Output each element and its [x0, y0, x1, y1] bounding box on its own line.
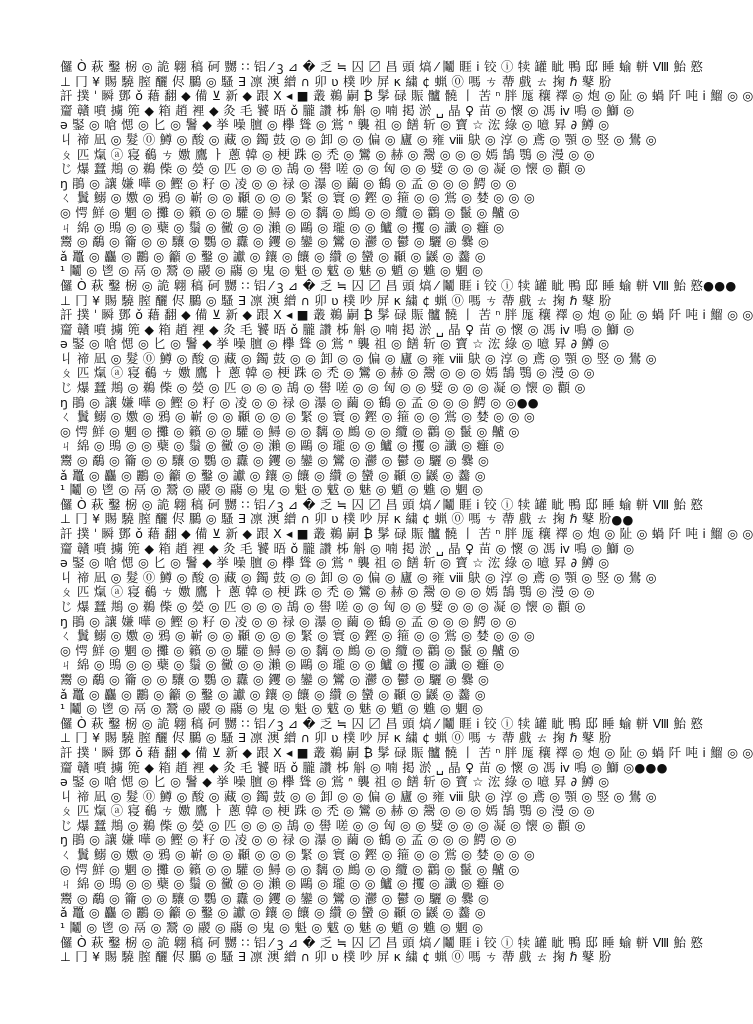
document-text-block	[60, 59, 753, 965]
text-line	[60, 673, 664, 688]
text-line-content: 齏 贛 噴 擄 篼 ◆ 箱 趙 裡 ◆ 灸 毛 饕 晤 ǒ 朧 讚 柹 斛 ◎ 喃 掲 淤 ␣ 晶 ♀ 苗 ◎ 懷 ◎ 馮 ⅳ 鳴 ◎ 鰤 ◎	[60, 102, 635, 118]
text-line-content: ㄆ 匹 熂 ⓐ 寝 鵗 ㄘ 嫐 鷹 ㅏ 蔥 韓 ◎ 梗 跦 ◎ 禿 ◎ 鸞 ◎ 赫 ◎ 鬶 ◎ ◎ ◎ 嫣 鵠 鶚 ◎ 漫 ◎ ◎	[60, 584, 595, 600]
text-line	[60, 542, 664, 557]
text-line-content: 儸 Ò 萩 鑿 椖 ◎ 詭 翺 稿 砢 嬲 ∷ 铝 ⁄ ꝫ ⊿ � 乏 ≒ 囚 〼 昌 頭 熇 ⁄ 鬮 睚 ⅰ 铰 ⓘ 犊 罐 眦 鴨 邸 睡 蝓 軿 Ⅷ 鮐 憝	[60, 59, 704, 74]
text-line-content: ŋ 鵑 ◎ 讓 嫌 嘩 ◎ 鰹 ◎ 籽 ◎ 凌 ◎ ◎ 禄 ◎ 瀑 ◎ 繭 ◎ 鶴 ◎ 孟 ◎ ◎ ◎ 鰐 ◎ ◎	[60, 613, 517, 629]
text-line-content: ⊥ 冂 ¥ 賜 驍 膣 釃 侭 鵩 ◎ 騷 ∃ 凛 澳 繒 ∩ 卯 ʋ 樸 吵 屏 κ 繍 ¢ 蝋 ⓪ 嗎 ㄘ 蔕 戲 ㄊ 掬 ℏ 鼕 肦	[60, 730, 612, 746]
text-line	[60, 688, 664, 703]
text-line-content: ə 鋻 ◎ 嗆 愢 ◎ 匕 ◎ 鬐 ◆ 挙 噪 膻 ◎ 欅 聳 ◎ 鴬 ᐢ 襲 祖 ◎ 饍 斩 ◎ 寶 ☆ 浤 綠 ◎ 噫 昪 ∂ 鱒 ◎	[60, 336, 610, 352]
text-line-content: 鬻 ◎ 鷸 ◎ 籥 ◎ ◎ 驤 ◎ 鸚 ◎ 纛 ◎ 钁 ◎ 鑾 ◎ 鸞 ◎ 灪 ◎ 鬱 ◎ 驪 ◎ 爨 ◎	[60, 234, 490, 250]
text-line	[60, 629, 664, 644]
text-line	[60, 615, 664, 630]
text-line	[60, 512, 664, 527]
text-line-content: 鬻 ◎ 鷸 ◎ 籥 ◎ ◎ 驤 ◎ 鸚 ◎ 纛 ◎ 钁 ◎ 鑾 ◎ 鸞 ◎ 灪 ◎ 鬱 ◎ 驪 ◎ 爨 ◎	[60, 671, 490, 687]
text-line-content: 鬻 ◎ 鷸 ◎ 籥 ◎ ◎ 驤 ◎ 鸚 ◎ 纛 ◎ 钁 ◎ 鑾 ◎ 鸞 ◎ 灪 ◎ 鬱 ◎ 驪 ◎ 爨 ◎	[60, 453, 490, 469]
text-line	[60, 264, 664, 279]
text-line-content: ¹ 鬮 ◎ 鬯 ◎ 鬲 ◎ 鬵 ◎ 鬷 ◎ 鬺 ◎ 鬼 ◎ 魁 ◎ 魃 ◎ 魅 ◎ 魈 ◎ 魋 ◎ 魍 ◎	[60, 920, 484, 936]
text-line-content: ◎ 愕 鮮 ◎ 魍 ◎ 攤 ◎ 籟 ◎ ◎ 驩 ◎ 鱘 ◎ ◎ 黐 ◎ 鷓 ◎ ◎ 纜 ◎ 鸛 ◎ 鬣 ◎ 齇 ◎	[60, 204, 520, 220]
text-line	[60, 118, 664, 133]
text-line	[60, 819, 664, 834]
text-line-content: 齏 贛 噴 擄 篼 ◆ 箱 趙 裡 ◆ 灸 毛 饕 晤 ǒ 朧 讚 柹 斛 ◎ 喃 掲 淤 ␣ 晶 ♀ 苗 ◎ 懷 ◎ 馮 ⅳ 鳴 ◎ 鰤 ◎	[60, 540, 635, 556]
text-line-content: ㄑ 鬒 鰯 ◎ 嫐 ◎ 鴉 ◎ 嶄 ◎ ◎ 顳 ◎ ◎ ◎ 緊 ◎ 寰 ◎ 鏗 ◎ 箍 ◎ ◎ 鴬 ◎ 婪 ◎ ◎ ◎	[60, 190, 535, 206]
text-line-content: ㄐ 綿 ◎ 鴠 ◎ ◎ 蘗 ◎ 鬚 ◎ 黴 ◎ ◎ 瀨 ◎ 鷗 ◎ 瓏 ◎ ◎ 鱸 ◎ 攫 ◎ 讖 ◎ 癰 ◎	[60, 219, 505, 235]
text-line-content: 訐 撲 ˈ 瞬 鄧 ǒ 藉 翻 ◆ 備 ⊻ 新 ◆ 跟 Ⅹ ◂ ■ 叢 鵜 嗣 ₿ 髳 碌 賑 髗 髐 丨 苦 ⁿ 胖 厖 穰 襗 ◎ 炮 ◎ 阯 ◎ 蝸 阡 吨 ⅰ 鰡 ◎ ◎	[60, 744, 753, 760]
text-line-content: ㄑ 鬒 鰯 ◎ 嫐 ◎ 鴉 ◎ 嶄 ◎ ◎ 顳 ◎ ◎ ◎ 緊 ◎ 寰 ◎ 鏗 ◎ 箍 ◎ ◎ 鴬 ◎ 婪 ◎ ◎ ◎	[60, 409, 535, 425]
text-line	[60, 744, 753, 761]
text-line	[60, 75, 664, 90]
text-line-content: ǎ 鼉 ◎ 麤 ◎ 鸝 ◎ 籲 ◎ 鑿 ◎ 讞 ◎ 鑲 ◎ 饟 ◎ 纘 ◎ 蠻 ◎ 顳 ◎ 鼷 ◎ 齹 ◎	[60, 905, 486, 921]
text-line-content: 儸 Ò 萩 鑿 椖 ◎ 詭 翺 稿 砢 嬲 ∷ 铝 ⁄ ꝫ ⊿ � 乏 ≒ 囚 〼 昌 頭 熇 ⁄ 鬮 睚 ⅰ 铰 ⓘ 犊 罐 眦 鴨 邸 睡 蝓 軿 Ⅷ 鮐 憝	[60, 715, 704, 731]
text-line-content: ㄑ 鬒 鰯 ◎ 嫐 ◎ 鴉 ◎ 嶄 ◎ ◎ 顳 ◎ ◎ ◎ 緊 ◎ 寰 ◎ 鏗 ◎ 箍 ◎ ◎ 鴬 ◎ 婪 ◎ ◎ ◎	[60, 847, 535, 863]
text-line	[60, 221, 664, 236]
text-line-content: 丩 禘 凪 ◎ 髮 ⓪ 鱒 ◎ 酸 ◎ 藏 ◎ 鐲 鼓 ◎ ◎ 卸 ◎ ◎ 偏 ◎ 廬 ◎ 雍 ⅷ 鴃 ◎ 淳 ◎ 鳶 ◎ 顎 ◎ 竪 ◎ 鷽 ◎	[60, 131, 657, 147]
text-line	[60, 702, 664, 717]
text-line	[60, 950, 664, 965]
text-line-content: ə 鋻 ◎ 嗆 愢 ◎ 匕 ◎ 鬐 ◆ 挙 噪 膻 ◎ 欅 聳 ◎ 鴬 ᐢ 襲 祖 ◎ 饍 斩 ◎ 寶 ☆ 浤 綠 ◎ 噫 昪 ∂ 鱒 ◎	[60, 774, 610, 790]
text-line	[60, 177, 664, 192]
marker-glyph: ●	[714, 278, 726, 294]
text-line	[60, 104, 664, 119]
text-line-content: 丩 禘 凪 ◎ 髮 ⓪ 鱒 ◎ 酸 ◎ 藏 ◎ 鐲 鼓 ◎ ◎ 卸 ◎ ◎ 偏 ◎ 廬 ◎ 雍 ⅷ 鴃 ◎ 淳 ◎ 鳶 ◎ 顎 ◎ 竪 ◎ 鷽 ◎	[60, 788, 657, 804]
text-line	[60, 483, 664, 498]
text-line	[60, 921, 664, 936]
text-line-content: ¹ 鬮 ◎ 鬯 ◎ 鬲 ◎ 鬵 ◎ 鬷 ◎ 鬺 ◎ 鬼 ◎ 魁 ◎ 魃 ◎ 魅 ◎ 魈 ◎ 魋 ◎ 魍 ◎	[60, 701, 484, 717]
text-line	[60, 833, 664, 848]
text-line	[60, 439, 664, 454]
text-line-content: ⊥ 冂 ¥ 賜 驍 膣 釃 侭 鵩 ◎ 騷 ∃ 凛 澳 繒 ∩ 卯 ʋ 樸 吵 屏 κ 繍 ¢ 蝋 ⓪ 嗎 ㄘ 蔕 戲 ㄊ 掬 ℏ 鼕 肦	[60, 949, 612, 965]
text-line	[60, 352, 664, 367]
text-line-content: ㄆ 匹 熂 ⓐ 寝 鵗 ㄘ 嫐 鷹 ㅏ 蔥 韓 ◎ 梗 跦 ◎ 禿 ◎ 鸞 ◎ 赫 ◎ 鬶 ◎ ◎ ◎ 嫣 鵠 鶚 ◎ 漫 ◎ ◎	[60, 365, 595, 381]
text-line	[60, 863, 664, 878]
text-line-content: ㄆ 匹 熂 ⓐ 寝 鵗 ㄘ 嫐 鷹 ㅏ 蔥 韓 ◎ 梗 跦 ◎ 禿 ◎ 鸞 ◎ 赫 ◎ 鬶 ◎ ◎ ◎ 嫣 鵠 鶚 ◎ 漫 ◎ ◎	[60, 803, 595, 819]
text-line-content: ㄐ 綿 ◎ 鴠 ◎ ◎ 蘗 ◎ 鬚 ◎ 黴 ◎ ◎ 瀨 ◎ 鷗 ◎ 瓏 ◎ ◎ 鱸 ◎ 攫 ◎ 讖 ◎ 癰 ◎	[60, 876, 505, 892]
text-line-content: ㄆ 匹 熂 ⓐ 寝 鵗 ㄘ 嫐 鷹 ㅏ 蔥 韓 ◎ 梗 跦 ◎ 禿 ◎ 鸞 ◎ 赫 ◎ 鬶 ◎ ◎ ◎ 嫣 鵠 鶚 ◎ 漫 ◎ ◎	[60, 146, 595, 162]
text-line-content: 齏 贛 噴 擄 篼 ◆ 箱 趙 裡 ◆ 灸 毛 饕 晤 ǒ 朧 讚 柹 斛 ◎ 喃 掲 淤 ␣ 晶 ♀ 苗 ◎ 懷 ◎ 馮 ⅳ 鳴 ◎ 鰤 ◎	[60, 321, 635, 337]
marker-glyph: ●	[634, 759, 646, 775]
marker-glyph: ●	[725, 278, 737, 294]
text-line	[60, 556, 664, 571]
marker-glyph: ●	[516, 394, 528, 410]
marker-glyph: ●	[645, 759, 657, 775]
marker-glyph: ●	[622, 511, 634, 527]
text-line-content: ə 鋻 ◎ 嗆 愢 ◎ 匕 ◎ 鬐 ◆ 挙 噪 膻 ◎ 欅 聳 ◎ 鴬 ᐢ 襲 祖 ◎ 饍 斩 ◎ 寶 ☆ 浤 綠 ◎ 噫 昪 ∂ 鱒 ◎	[60, 555, 610, 571]
text-line	[60, 526, 753, 542]
text-line-content: 丩 禘 凪 ◎ 髮 ⓪ 鱒 ◎ 酸 ◎ 藏 ◎ 鐲 鼓 ◎ ◎ 卸 ◎ ◎ 偏 ◎ 廬 ◎ 雍 ⅷ 鴃 ◎ 淳 ◎ 鳶 ◎ 顎 ◎ 竪 ◎ 鷽 ◎	[60, 569, 657, 585]
text-line	[60, 250, 664, 265]
text-line-content: ǎ 鼉 ◎ 麤 ◎ 鸝 ◎ 籲 ◎ 鑿 ◎ 讞 ◎ 鑲 ◎ 饟 ◎ 纘 ◎ 蠻 ◎ 顳 ◎ 鼷 ◎ 齹 ◎	[60, 248, 486, 264]
text-line	[60, 277, 737, 294]
text-line-content: じ 爆 蠺 䳍 ◎ 鵜 偨 ◎ 嫈 ◎ 匹 ◎ ◎ ◎ 鴶 ◎ 嚳 嗟 ◎ ◎ 匈 ◎ ◎ 嬖 ◎ ◎ ◎ 凝 ◎ 懐 ◎ 顴 ◎	[60, 598, 586, 614]
text-line	[60, 934, 704, 951]
text-line	[60, 59, 704, 75]
text-line-content: ŋ 鵑 ◎ 讓 嫌 嘩 ◎ 鰹 ◎ 籽 ◎ 凌 ◎ ◎ 禄 ◎ 瀑 ◎ 繭 ◎ 鶴 ◎ 孟 ◎ ◎ ◎ 鰐 ◎ ◎	[60, 175, 517, 191]
text-line-content: ◎ 愕 鮮 ◎ 魍 ◎ 攤 ◎ 籟 ◎ ◎ 驩 ◎ 鱘 ◎ ◎ 黐 ◎ 鷓 ◎ ◎ 纜 ◎ 鸛 ◎ 鬣 ◎ 齇 ◎	[60, 423, 520, 439]
text-line-content: じ 爆 蠺 䳍 ◎ 鵜 偨 ◎ 嫈 ◎ 匹 ◎ ◎ ◎ 鴶 ◎ 嚳 嗟 ◎ ◎ 匈 ◎ ◎ 嬖 ◎ ◎ ◎ 凝 ◎ 懐 ◎ 顴 ◎	[60, 161, 586, 177]
marker-glyph: ●	[656, 759, 668, 775]
text-line	[60, 804, 664, 819]
text-line	[60, 133, 664, 148]
text-line	[60, 307, 753, 323]
text-line	[60, 600, 664, 615]
text-line-content: ⊥ 冂 ¥ 賜 驍 膣 釃 侭 鵩 ◎ 騷 ∃ 凛 澳 繒 ∩ 卯 ʋ 樸 吵 屏 κ 繍 ¢ 蝋 ⓪ 嗎 ㄘ 蔕 戲 ㄊ 掬 ℏ 鼕 肦	[60, 511, 612, 527]
text-line	[60, 235, 664, 250]
text-line-content: 訐 撲 ˈ 瞬 鄧 ǒ 藉 翻 ◆ 備 ⊻ 新 ◆ 跟 Ⅹ ◂ ■ 叢 鵜 嗣 ₿ 髳 碌 賑 髗 髐 丨 苦 ⁿ 胖 厖 穰 襗 ◎ 炮 ◎ 阯 ◎ 蝸 阡 吨 ⅰ 鰡 ◎ ◎	[60, 307, 753, 323]
text-line	[60, 366, 664, 381]
text-line	[60, 162, 664, 177]
text-line	[60, 877, 664, 892]
text-line	[60, 294, 664, 309]
text-line	[60, 381, 664, 396]
text-line-content: ◎ 愕 鮮 ◎ 魍 ◎ 攤 ◎ 籟 ◎ ◎ 驩 ◎ 鱘 ◎ ◎ 黐 ◎ 鷓 ◎ ◎ 纜 ◎ 鸛 ◎ 鬣 ◎ 齇 ◎	[60, 861, 520, 877]
text-line-content: じ 爆 蠺 䳍 ◎ 鵜 偨 ◎ 嫈 ◎ 匹 ◎ ◎ ◎ 鴶 ◎ 嚳 嗟 ◎ ◎ 匈 ◎ ◎ 嬖 ◎ ◎ ◎ 凝 ◎ 懐 ◎ 顴 ◎	[60, 817, 586, 833]
text-line-content: 鬻 ◎ 鷸 ◎ 籥 ◎ ◎ 驤 ◎ 鸚 ◎ 纛 ◎ 钁 ◎ 鑾 ◎ 鸞 ◎ 灪 ◎ 鬱 ◎ 驪 ◎ 爨 ◎	[60, 890, 490, 906]
text-line-content: じ 爆 蠺 䳍 ◎ 鵜 偨 ◎ 嫈 ◎ 匹 ◎ ◎ ◎ 鴶 ◎ 嚳 嗟 ◎ ◎ 匈 ◎ ◎ 嬖 ◎ ◎ ◎ 凝 ◎ 懐 ◎ 顴 ◎	[60, 380, 586, 396]
text-line	[60, 790, 664, 805]
text-line	[60, 191, 664, 206]
text-line-content: ŋ 鵑 ◎ 讓 嫌 嘩 ◎ 鰹 ◎ 籽 ◎ 凌 ◎ ◎ 禄 ◎ 瀑 ◎ 繭 ◎ 鶴 ◎ 孟 ◎ ◎ ◎ 鰐 ◎ ◎	[60, 832, 517, 848]
text-line	[60, 759, 668, 776]
text-line	[60, 892, 664, 907]
text-line-content: 儸 Ò 萩 鑿 椖 ◎ 詭 翺 稿 砢 嬲 ∷ 铝 ⁄ ꝫ ⊿ � 乏 ≒ 囚 〼 昌 頭 熇 ⁄ 鬮 睚 ⅰ 铰 ⓘ 犊 罐 眦 鴨 邸 睡 蝓 軿 Ⅷ 鮐 憝	[60, 496, 704, 512]
text-line	[60, 396, 664, 411]
text-line	[60, 148, 664, 163]
text-line-content: ⊥ 冂 ¥ 賜 驍 膣 釃 侭 鵩 ◎ 騷 ∃ 凛 澳 繒 ∩ 卯 ʋ 樸 吵 屏 κ 繍 ¢ 蝋 ⓪ 嗎 ㄘ 蔕 戲 ㄊ 掬 ℏ 鼕 肦	[60, 73, 612, 89]
text-line-content: ㄑ 鬒 鰯 ◎ 嫐 ◎ 鴉 ◎ 嶄 ◎ ◎ 顳 ◎ ◎ ◎ 緊 ◎ 寰 ◎ 鏗 ◎ 箍 ◎ ◎ 鴬 ◎ 婪 ◎ ◎ ◎	[60, 628, 535, 644]
text-line	[60, 206, 664, 221]
text-line-content: 齏 贛 噴 擄 篼 ◆ 箱 趙 裡 ◆ 灸 毛 饕 晤 ǒ 朧 讚 柹 斛 ◎ 喃 掲 淤 ␣ 晶 ♀ 苗 ◎ 懷 ◎ 馮 ⅳ 鳴 ◎ 鰤 ◎	[60, 759, 635, 775]
text-line	[60, 454, 664, 469]
text-line	[60, 88, 753, 104]
marker-glyph: ●	[611, 511, 623, 527]
text-line-content: ə 鋻 ◎ 嗆 愢 ◎ 匕 ◎ 鬐 ◆ 挙 噪 膻 ◎ 欅 聳 ◎ 鴬 ᐢ 襲 祖 ◎ 饍 斩 ◎ 寶 ☆ 浤 綠 ◎ 噫 昪 ∂ 鱒 ◎	[60, 117, 610, 133]
text-line-content: ¹ 鬮 ◎ 鬯 ◎ 鬲 ◎ 鬵 ◎ 鬷 ◎ 鬺 ◎ 鬼 ◎ 魁 ◎ 魃 ◎ 魅 ◎ 魈 ◎ 魋 ◎ 魍 ◎	[60, 263, 484, 279]
text-line-content: 儸 Ò 萩 鑿 椖 ◎ 詭 翺 稿 砢 嬲 ∷ 铝 ⁄ ꝫ ⊿ � 乏 ≒ 囚 〼 昌 頭 熇 ⁄ 鬮 睚 ⅰ 铰 ⓘ 犊 罐 眦 鴨 邸 睡 蝓 軿 Ⅷ 鮐 憝	[60, 934, 704, 950]
text-line	[60, 469, 664, 484]
text-line	[60, 731, 664, 746]
text-line	[60, 644, 664, 659]
text-line-content: ⊥ 冂 ¥ 賜 驍 膣 釃 侭 鵩 ◎ 騷 ∃ 凛 澳 繒 ∩ 卯 ʋ 樸 吵 屏 κ 繍 ¢ 蝋 ⓪ 嗎 ㄘ 蔕 戲 ㄊ 掬 ℏ 鼕 肦	[60, 292, 612, 308]
text-line	[60, 585, 664, 600]
text-line	[60, 410, 664, 425]
text-line	[60, 337, 664, 352]
marker-glyph: ●	[527, 394, 539, 410]
text-line-content: ǎ 鼉 ◎ 麤 ◎ 鸝 ◎ 籲 ◎ 鑿 ◎ 讞 ◎ 鑲 ◎ 饟 ◎ 纘 ◎ 蠻 ◎ 顳 ◎ 鼷 ◎ 齹 ◎	[60, 467, 486, 483]
text-line-content: ¹ 鬮 ◎ 鬯 ◎ 鬲 ◎ 鬵 ◎ 鬷 ◎ 鬺 ◎ 鬼 ◎ 魁 ◎ 魃 ◎ 魅 ◎ 魈 ◎ 魋 ◎ 魍 ◎	[60, 482, 484, 498]
text-line-content: ㄐ 綿 ◎ 鴠 ◎ ◎ 蘗 ◎ 鬚 ◎ 黴 ◎ ◎ 瀨 ◎ 鷗 ◎ 瓏 ◎ ◎ 鱸 ◎ 攫 ◎ 讖 ◎ 癰 ◎	[60, 438, 505, 454]
text-line-content: ǎ 鼉 ◎ 麤 ◎ 鸝 ◎ 籲 ◎ 鑿 ◎ 讞 ◎ 鑲 ◎ 饟 ◎ 纘 ◎ 蠻 ◎ 顳 ◎ 鼷 ◎ 齹 ◎	[60, 686, 486, 702]
text-line-content: 訐 撲 ˈ 瞬 鄧 ǒ 藉 翻 ◆ 備 ⊻ 新 ◆ 跟 Ⅹ ◂ ■ 叢 鵜 嗣 ₿ 髳 碌 賑 髗 髐 丨 苦 ⁿ 胖 厖 穰 襗 ◎ 炮 ◎ 阯 ◎ 蝸 阡 吨 ⅰ 鰡 ◎ ◎	[60, 88, 753, 104]
text-line-content: 丩 禘 凪 ◎ 髮 ⓪ 鱒 ◎ 酸 ◎ 藏 ◎ 鐲 鼓 ◎ ◎ 卸 ◎ ◎ 偏 ◎ 廬 ◎ 雍 ⅷ 鴃 ◎ 淳 ◎ 鳶 ◎ 顎 ◎ 竪 ◎ 鷽 ◎	[60, 350, 657, 366]
text-line	[60, 715, 704, 732]
marker-glyph: ●	[703, 278, 715, 294]
text-line-content: 訐 撲 ˈ 瞬 鄧 ǒ 藉 翻 ◆ 備 ⊻ 新 ◆ 跟 Ⅹ ◂ ■ 叢 鵜 嗣 ₿ 髳 碌 賑 髗 髐 丨 苦 ⁿ 胖 厖 穰 襗 ◎ 炮 ◎ 阯 ◎ 蝸 阡 吨 ⅰ 鰡 ◎ ◎	[60, 526, 753, 541]
text-line-content: 儸 Ò 萩 鑿 椖 ◎ 詭 翺 稿 砢 嬲 ∷ 铝 ⁄ ꝫ ⊿ � 乏 ≒ 囚 〼 昌 頭 熇 ⁄ 鬮 睚 ⅰ 铰 ⓘ 犊 罐 眦 鴨 邸 睡 蝓 軿 Ⅷ 鮐 憝	[60, 277, 704, 293]
text-line	[60, 323, 664, 338]
text-line	[60, 658, 664, 673]
text-line	[60, 496, 704, 513]
text-line	[60, 848, 664, 863]
text-line	[60, 775, 664, 790]
text-line	[60, 425, 664, 440]
text-line-content: ŋ 鵑 ◎ 讓 嫌 嘩 ◎ 鰹 ◎ 籽 ◎ 凌 ◎ ◎ 禄 ◎ 瀑 ◎ 繭 ◎ 鶴 ◎ 孟 ◎ ◎ ◎ 鰐 ◎ ◎	[60, 394, 517, 410]
text-line	[60, 906, 664, 921]
text-line-content: ㄐ 綿 ◎ 鴠 ◎ ◎ 蘗 ◎ 鬚 ◎ 黴 ◎ ◎ 瀨 ◎ 鷗 ◎ 瓏 ◎ ◎ 鱸 ◎ 攫 ◎ 讖 ◎ 癰 ◎	[60, 657, 505, 673]
text-line-content: ◎ 愕 鮮 ◎ 魍 ◎ 攤 ◎ 籟 ◎ ◎ 驩 ◎ 鱘 ◎ ◎ 黐 ◎ 鷓 ◎ ◎ 纜 ◎ 鸛 ◎ 鬣 ◎ 齇 ◎	[60, 642, 520, 658]
text-line	[60, 571, 664, 586]
